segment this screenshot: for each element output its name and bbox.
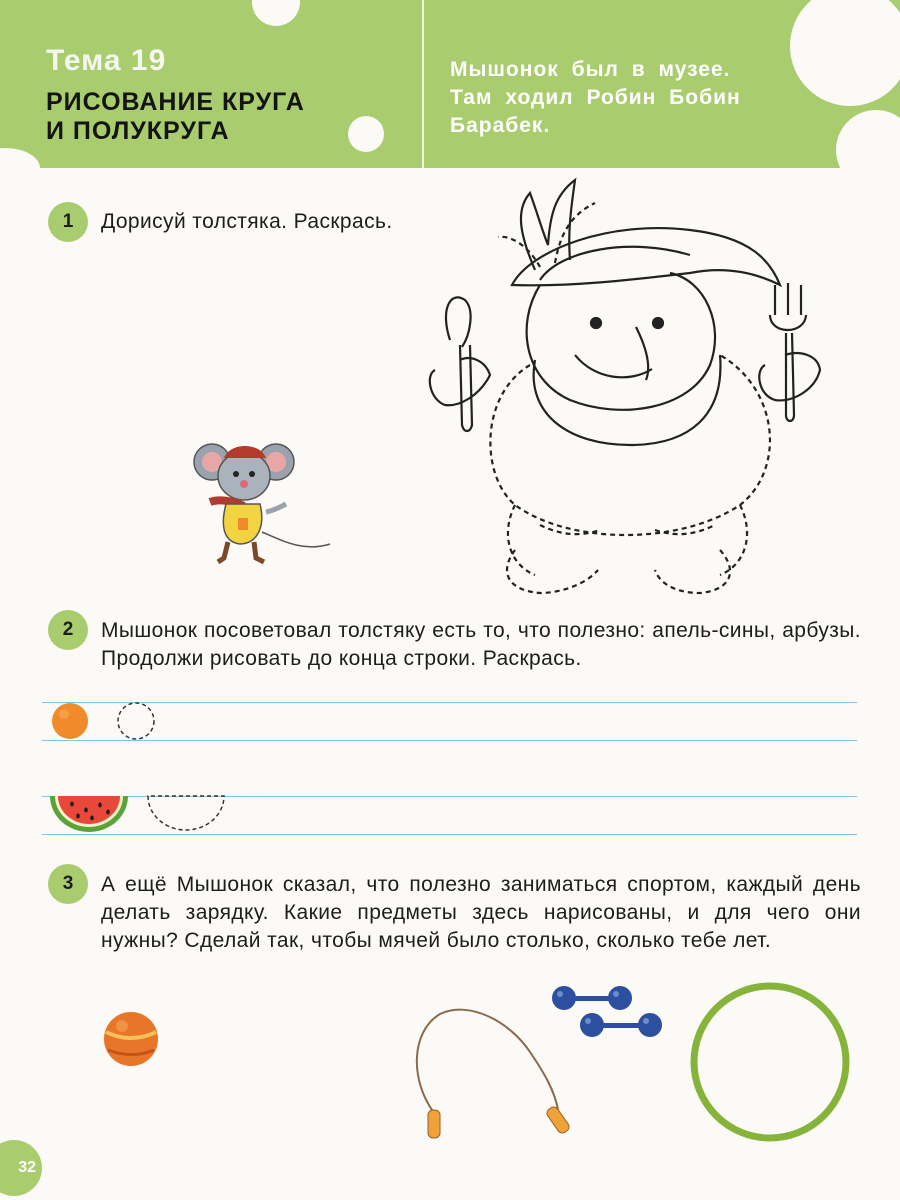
writing-rule xyxy=(42,740,857,741)
task-1-text: Дорисуй толстяка. Раскрась. xyxy=(101,210,393,233)
tema-label: Тема 19 xyxy=(46,44,167,77)
task-number-2: 2 xyxy=(48,610,88,650)
decor-dot xyxy=(0,148,40,168)
header-note: Мышонок был в музее. Там ходил Робин Бобин Барабек. xyxy=(450,58,741,137)
page-number: 32 xyxy=(0,1140,42,1196)
page-header xyxy=(0,0,900,168)
dashed-circle-tracing xyxy=(116,701,156,741)
decor-dot xyxy=(252,0,300,26)
topic-line-1: РИСОВАНИЕ КРУГА xyxy=(46,88,305,116)
header-divider xyxy=(422,0,424,168)
task-number-1: 1 xyxy=(48,202,88,242)
decor-dot xyxy=(348,116,384,152)
watermelon-slice-icon xyxy=(48,796,130,836)
mouse-character xyxy=(190,432,335,572)
orange-icon xyxy=(50,701,90,741)
task-2-text: Мышонок посоветовал толстяку есть то, что полезно: апель-сины, арбузы. Продолжи рисовать до конца строки. Раскрась. xyxy=(101,619,861,670)
dumbbells-icon xyxy=(550,982,665,1044)
task-3-text: А ещё Мышонок сказал, что полезно заниматься спортом, каждый день делать зарядку. Какие предметы здесь нарисованы, и для чего они нужны? Сделай так, чтобы мячей было столько, сколько тебе лет. xyxy=(101,873,861,952)
writing-rule xyxy=(42,702,857,703)
ball-icon xyxy=(102,1010,160,1068)
robin-bobin-outline xyxy=(420,175,840,605)
decor-dot xyxy=(790,0,900,106)
topic-line-2: И ПОЛУКРУГА xyxy=(46,117,230,145)
topic-title xyxy=(46,88,305,146)
hoop-icon xyxy=(688,980,853,1145)
decor-dot xyxy=(836,110,900,168)
dashed-semicircle-tracing xyxy=(146,796,226,836)
task-number-3: 3 xyxy=(48,864,88,904)
